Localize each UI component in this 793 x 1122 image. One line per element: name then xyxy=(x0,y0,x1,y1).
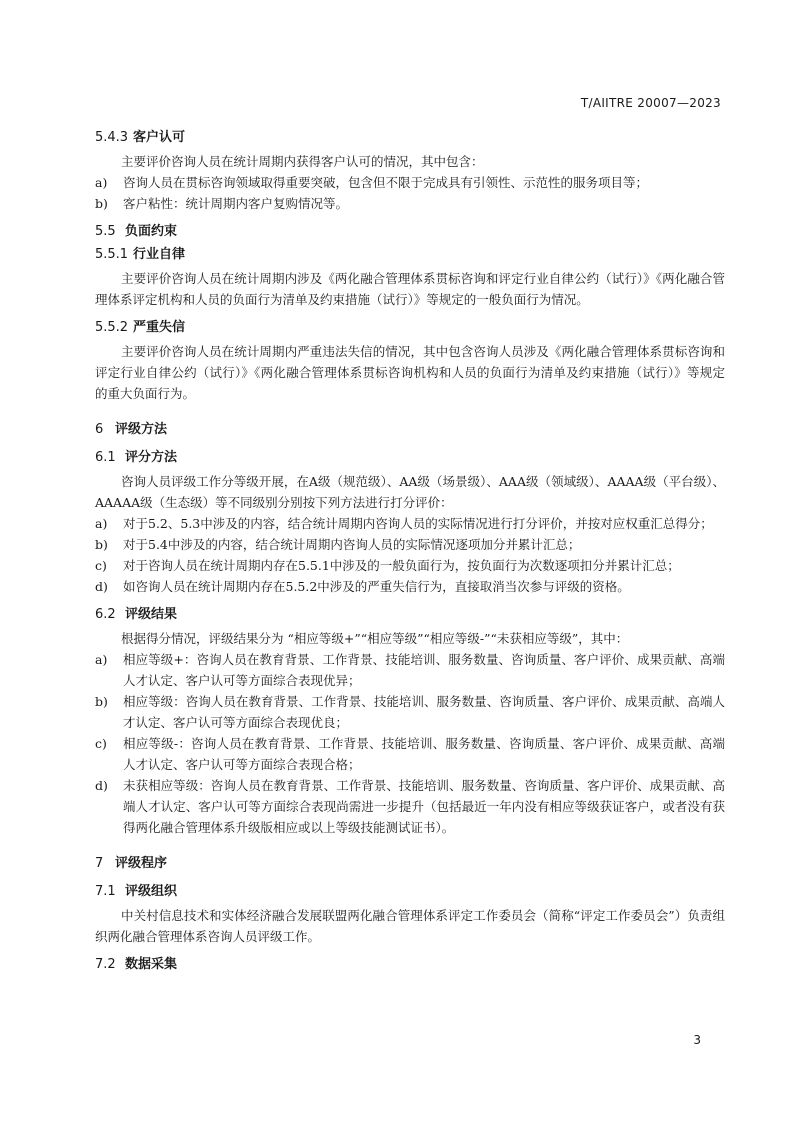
list-item: d) 未获相应等级：咨询人员在教育背景、工作背景、技能培训、服务数量、咨询质量、客户评价、成果贡献、高端人才认定、客户认可等方面综合表现尚需进一步提升（包括最近一年内没有相应等级获证客户，或者没有获得两化融合管理体系升级版相应或以上等级技能测试证书）。 xyxy=(95,778,725,835)
paragraph: 主要评价咨询人员在统计周期内严重违法失信的情况，其中包含咨询人员涉及《两化融合管理体系贯标咨询和评定行业自律公约（试行）》《两化融合管理体系贯标咨询机构和人员的负面行为清单及约束措施（试行）》等规定的重大负面行为。 xyxy=(95,344,725,401)
list-item: a) 相应等级+：咨询人员在教育背景、工作背景、技能培训、服务数量、咨询质量、客户评价、成果贡献、高端人才认定、客户认可等方面综合表现优异； xyxy=(95,652,725,688)
list-item: a) 咨询人员在贯标咨询领域取得重要突破，包含但不限于完成具有引领性、示范性的服务项目等； xyxy=(95,175,649,190)
section-heading-7-2: 7.2 数据采集 xyxy=(95,957,178,972)
section-heading-5-5-2: 5.5.2 严重失信 xyxy=(95,320,186,335)
paragraph: 主要评价咨询人员在统计周期内涉及《两化融合管理体系贯标咨询和评定行业自律公约（试行）》《两化融合管理体系评定机构和人员的负面行为清单及约束措施（试行）》等规定的一般负面行为情况。 xyxy=(95,271,725,307)
list-item: a) 对于5.2、5.3中涉及的内容，结合统计周期内咨询人员的实际情况进行打分评价，并按对应权重汇总得分； xyxy=(95,516,713,531)
section-heading-7-1: 7.1 评级组织 xyxy=(95,884,178,899)
list-item: d) 如咨询人员在统计周期内存在5.5.2中涉及的严重失信行为，直接取消当次参与评级的资格。 xyxy=(95,579,630,594)
paragraph: 中关村信息技术和实体经济融合发展联盟两化融合管理体系评定工作委员会（简称“评定工作委员会”）负责组织两化融合管理体系咨询人员评级工作。 xyxy=(95,908,725,944)
page-number: 3 xyxy=(693,1033,701,1047)
paragraph: 主要评价咨询人员在统计周期内获得客户认可的情况，其中包含： xyxy=(121,154,484,169)
section-heading-5-5-1: 5.5.1 行业自律 xyxy=(95,247,186,262)
section-heading-6: 6 评级方法 xyxy=(95,422,168,437)
paragraph: 根据得分情况，评级结果分为 “相应等级+”“相应等级”“相应等级-”“未获相应等级”，其中： xyxy=(121,631,629,646)
list-item: c) 对于咨询人员在统计周期内存在5.5.1中涉及的一般负面行为，按负面行为次数逐项扣分并累计汇总； xyxy=(95,558,680,573)
list-item: b) 客户粘性：统计周期内客户复购情况等。 xyxy=(95,196,349,211)
section-heading-6-1: 6.1 评分方法 xyxy=(95,450,178,465)
section-heading-6-2: 6.2 评级结果 xyxy=(95,607,178,622)
section-heading-5-4-3: 5.4.3 客户认可 xyxy=(95,130,186,145)
standard-number: T/AIITRE 20007—2023 xyxy=(580,96,721,110)
document-body xyxy=(95,128,725,975)
list-item: b) 相应等级：咨询人员在教育背景、工作背景、技能培训、服务数量、咨询质量、客户评价、成果贡献、高端人才认定、客户认可等方面综合表现优良； xyxy=(95,694,725,730)
section-heading-5-5: 5.5 负面约束 xyxy=(95,224,178,239)
paragraph: 咨询人员评级工作分等级开展，在A级（规范级）、AA级（场景级）、AAA级（领域级）、AAAA级（平台级）、AAAAA级（生态级）等不同级别分别按下列方法进行打分评价： xyxy=(95,474,725,510)
list-item: b) 对于5.4中涉及的内容，结合统计周期内咨询人员的实际情况逐项加分并累计汇总； xyxy=(95,537,581,552)
list-item: c) 相应等级-：咨询人员在教育背景、工作背景、技能培训、服务数量、咨询质量、客户评价、成果贡献、高端人才认定、客户认可等方面综合表现合格； xyxy=(95,736,725,772)
section-heading-7: 7 评级程序 xyxy=(95,856,168,871)
